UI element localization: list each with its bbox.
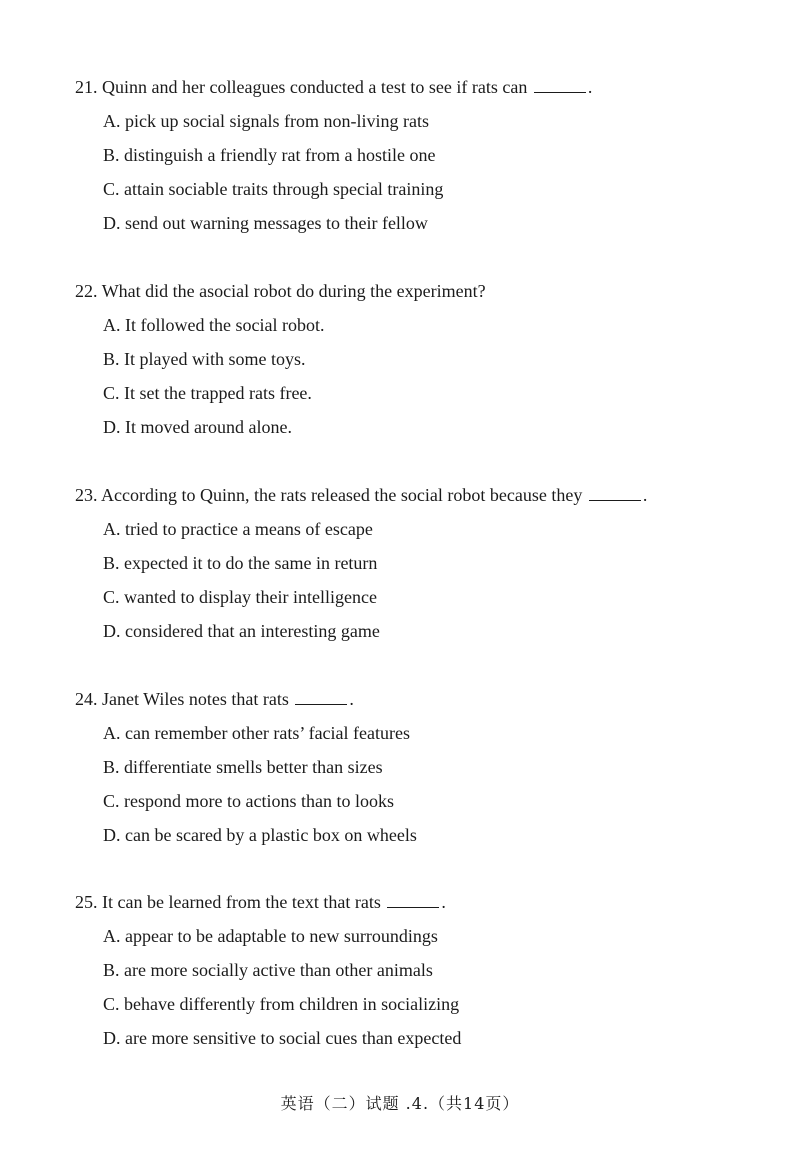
- answer-blank: [589, 486, 641, 501]
- option-letter: C.: [103, 994, 120, 1014]
- option-text: behave differently from children in socializing: [124, 994, 460, 1014]
- option-c: [103, 993, 459, 1015]
- question-text: Janet Wiles notes that rats: [102, 689, 289, 709]
- question-text: Quinn and her colleagues conducted a test to see if rats can: [102, 77, 528, 97]
- option-a: [103, 314, 324, 336]
- option-a: [103, 925, 438, 947]
- option-letter: B.: [103, 960, 120, 980]
- option-c: [103, 382, 312, 404]
- option-b: [103, 348, 306, 370]
- option-text: tried to practice a means of escape: [125, 519, 373, 539]
- question-end: .: [642, 485, 648, 505]
- option-letter: C.: [103, 383, 120, 403]
- question-text: It can be learned from the text that rats: [102, 892, 381, 912]
- option-text: distinguish a friendly rat from a hostile one: [124, 145, 436, 165]
- option-a: [103, 518, 373, 540]
- question-stem: [75, 484, 647, 506]
- option-letter: D.: [103, 417, 121, 437]
- option-letter: A.: [103, 111, 121, 131]
- answer-blank: [534, 78, 586, 93]
- option-c: [103, 586, 377, 608]
- answer-blank: [295, 690, 347, 705]
- question-end: .: [349, 689, 354, 709]
- option-text: are more socially active than other animals: [124, 960, 433, 980]
- option-letter: A.: [103, 315, 121, 335]
- question-number: 22.: [75, 281, 98, 301]
- option-letter: D.: [103, 825, 121, 845]
- option-letter: B.: [103, 349, 120, 369]
- option-text: wanted to display their intelligence: [124, 587, 377, 607]
- option-letter: A.: [103, 926, 121, 946]
- option-d: [103, 1027, 461, 1049]
- option-letter: C.: [103, 791, 120, 811]
- option-text: appear to be adaptable to new surroundings: [125, 926, 438, 946]
- option-text: It played with some toys.: [124, 349, 306, 369]
- question-text: According to Quinn, the rats released the social robot because they: [101, 485, 583, 505]
- option-d: [103, 824, 417, 846]
- option-d: [103, 416, 292, 438]
- question-end: .: [441, 892, 446, 912]
- question-end: .: [587, 77, 593, 97]
- option-letter: D.: [103, 1028, 121, 1048]
- option-text: It followed the social robot.: [125, 315, 325, 335]
- option-a: [103, 110, 429, 132]
- option-text: send out warning messages to their fellow: [125, 213, 428, 233]
- option-text: attain sociable traits through special training: [124, 179, 444, 199]
- question-text: What did the asocial robot do during the experiment?: [101, 281, 486, 301]
- option-text: It set the trapped rats free.: [124, 383, 312, 403]
- option-text: can remember other rats’ facial features: [125, 723, 410, 743]
- option-letter: D.: [103, 621, 121, 641]
- option-text: differentiate smells better than sizes: [124, 757, 383, 777]
- option-text: considered that an interesting game: [125, 621, 380, 641]
- option-a: [103, 722, 410, 744]
- option-c: [103, 790, 394, 812]
- option-letter: D.: [103, 213, 121, 233]
- option-text: can be scared by a plastic box on wheels: [125, 825, 417, 845]
- option-text: are more sensitive to social cues than expected: [125, 1028, 462, 1048]
- question-stem: [75, 891, 446, 913]
- page-footer: 英语（二）试题 .4.（共14页）: [280, 1094, 520, 1113]
- option-b: [103, 756, 383, 778]
- question-number: 24.: [75, 689, 98, 709]
- option-letter: B.: [103, 553, 120, 573]
- option-letter: C.: [103, 179, 120, 199]
- option-c: [103, 178, 443, 200]
- option-letter: A.: [103, 723, 121, 743]
- question-stem: [75, 688, 354, 710]
- option-text: It moved around alone.: [125, 417, 292, 437]
- question-number: 21.: [75, 77, 98, 97]
- option-b: [103, 144, 435, 166]
- option-text: respond more to actions than to looks: [124, 791, 394, 811]
- option-letter: A.: [103, 519, 121, 539]
- option-b: [103, 959, 433, 981]
- answer-blank: [387, 893, 439, 908]
- option-letter: B.: [103, 757, 120, 777]
- question-stem: [75, 76, 592, 98]
- question-number: 25.: [75, 892, 98, 912]
- option-d: [103, 212, 428, 234]
- option-letter: B.: [103, 145, 120, 165]
- option-text: pick up social signals from non-living rats: [125, 111, 429, 131]
- option-d: [103, 620, 380, 642]
- question-stem: [75, 280, 486, 302]
- option-text: expected it to do the same in return: [124, 553, 378, 573]
- option-b: [103, 552, 377, 574]
- option-letter: C.: [103, 587, 120, 607]
- question-number: 23.: [75, 485, 98, 505]
